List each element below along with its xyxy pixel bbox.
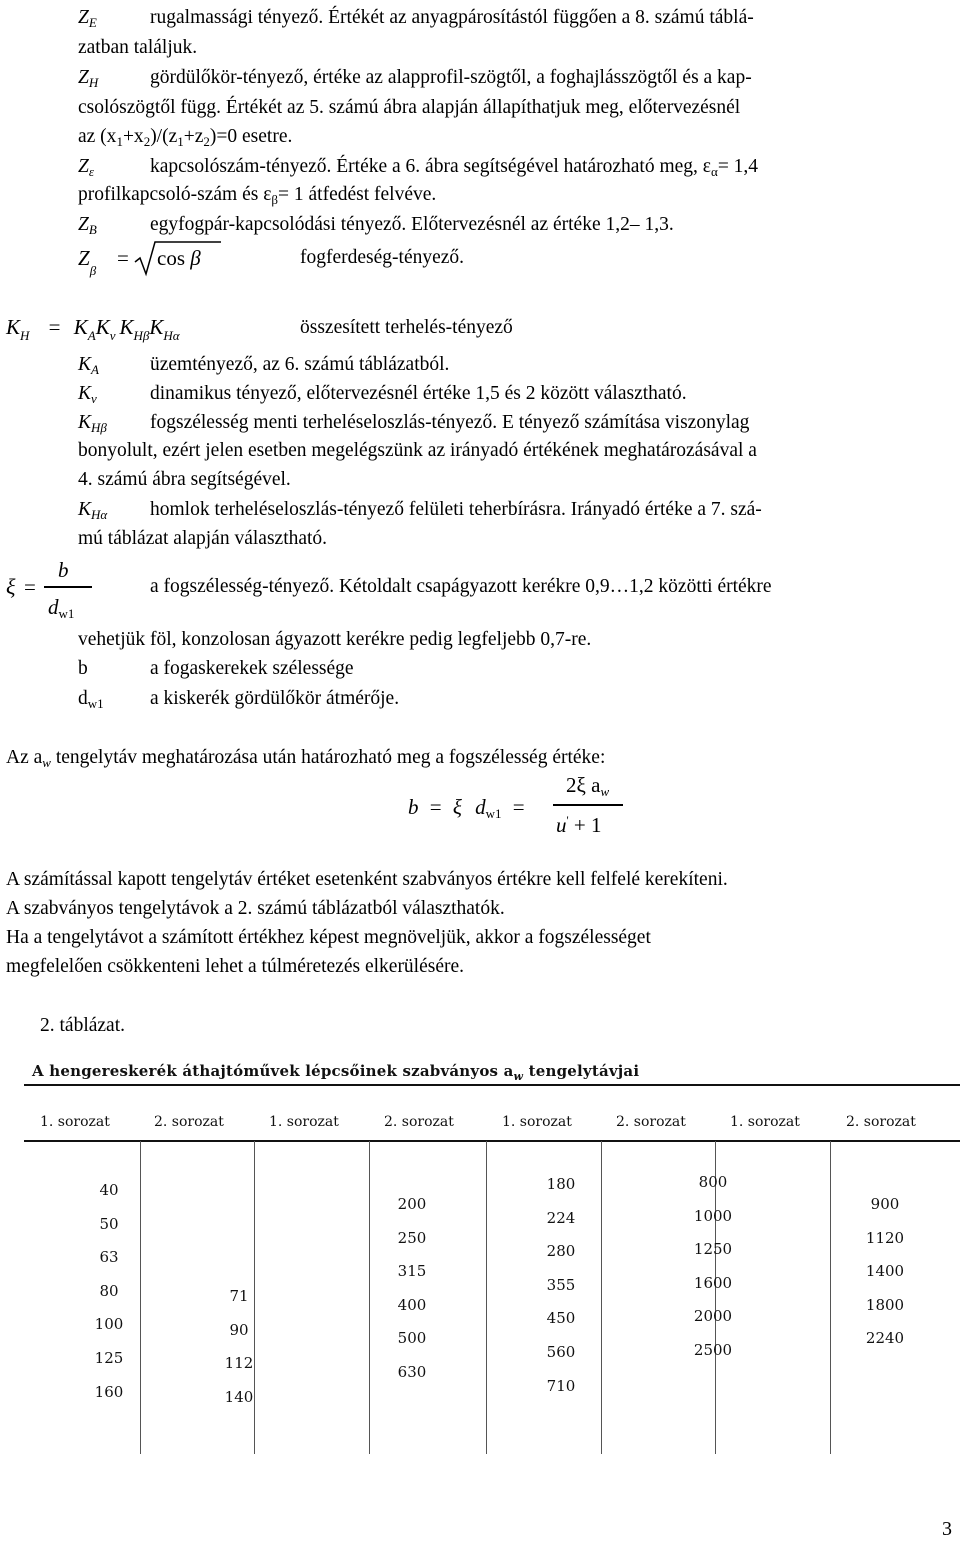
standard-center-distance-table — [24, 1048, 960, 1454]
dw-text: a kiskerék gördülőkör átmérője. — [150, 688, 400, 709]
dw-symbol: $d_{w1}$ — [78, 688, 104, 711]
col7-values — [850, 1188, 920, 1356]
b-formula-denominator: u' + 1 — [556, 813, 602, 837]
kha-symbol: $K_{H\alpha}$ — [78, 499, 108, 522]
header-col3: 1. sorozat — [269, 1114, 339, 1130]
header-col1: 1. sorozat — [40, 1114, 110, 1130]
col2-values — [204, 1280, 274, 1414]
table-cell: 800 — [698, 1173, 728, 1191]
zbeta-lhs: $Z_\beta$ — [78, 246, 97, 278]
table-cell: 630 — [397, 1362, 427, 1381]
table-cell: 200 — [397, 1195, 427, 1213]
paragraph-4: megfelelően csökkenteni lehet a túlméretezés elkerülésére. — [6, 956, 465, 977]
def-zh-cont: csolószögtől függ. Értékét az 5. számú ábra alapján állapíthatjuk meg, előtervezésnél — [78, 97, 741, 118]
table-cell: 1120 — [865, 1228, 905, 1247]
table-cell: 280 — [546, 1242, 576, 1261]
khb-cont-1: bonyolult, ezért jelen esetben megelégszünk az irányadó értékének meghatározásával a — [78, 440, 757, 461]
paragraph-1: A számítással kapott tengelytáv értéket esetenként szabványos értékre kell felfelé kerekíteni. — [6, 869, 728, 890]
table-cell: 1000 — [693, 1206, 733, 1225]
col5-values — [526, 1168, 596, 1403]
table-cell: 90 — [229, 1320, 249, 1339]
col-divider — [486, 1141, 487, 1454]
col6-values — [678, 1166, 748, 1368]
def-ze-cont: zatban találjuk. — [78, 37, 198, 58]
table-cell: 140 — [224, 1387, 254, 1406]
header-col8: 2. sorozat — [846, 1114, 916, 1130]
table-cell: 450 — [546, 1309, 576, 1328]
table-cell: 40 — [99, 1181, 119, 1199]
col1-values — [74, 1174, 144, 1409]
khb-cont-2: 4. számú ábra segítségével. — [78, 469, 291, 490]
def-zeps-cont: profilkapcsoló-szám és $\varepsilon_\beta= 1$ átfedést felvéve. — [78, 184, 437, 207]
zbeta-cos: cos β — [157, 246, 201, 270]
kv-symbol: $K_v$ — [78, 383, 97, 406]
ka-symbol: $K_A$ — [78, 354, 99, 377]
b-formula-numerator: 2ξ aw — [566, 773, 610, 799]
xi-fraction-line — [44, 586, 92, 588]
table-cell: 560 — [546, 1342, 576, 1361]
kha-text: homlok terheléseloszlás-tényező felületi teherbírásra. Irányadó értéke a 7. szá- — [150, 499, 762, 520]
zbeta-desc: fogferdeség-tényező. — [300, 247, 465, 268]
kh-desc: összesített terhelés-tényező — [300, 317, 513, 338]
b-symbol: b — [78, 658, 88, 679]
b-formula-lhs: b = ξ dw1 = — [408, 795, 525, 821]
def-zb-text: egyfogpár-kapcsolódási tényező. Előtervezésnél az értéke 1,2– 1,3. — [150, 214, 674, 235]
def-zb-symbol: $Z_B$ — [78, 214, 97, 237]
def-zeps-symbol: $Z_\varepsilon$ — [78, 156, 94, 179]
table-cell: 400 — [397, 1295, 427, 1314]
table-cell: 710 — [546, 1376, 576, 1395]
table-cell: 250 — [397, 1228, 427, 1247]
col-divider — [830, 1141, 831, 1454]
kha-cont: mú táblázat alapján választható. — [78, 528, 328, 549]
table-cell: 180 — [546, 1175, 576, 1193]
table-header-rule — [24, 1140, 960, 1142]
ka-text: üzemtényező, az 6. számú táblázatból. — [150, 354, 450, 375]
khb-text: fogszélesség menti terheléseloszlás-tényező. E tényező számítása viszonylag — [150, 412, 750, 433]
def-zeps-text: kapcsolószám-tényező. Értéke a 6. ábra segítségével határozható meg, $\varepsilon_\alpha= 1,4$ — [150, 156, 759, 179]
table-caption: 2. táblázat. — [40, 1015, 125, 1036]
table-title: A hengereskerék áthajtóművek lépcsőinek szabványos $a_w$ tengelytávjai — [32, 1062, 640, 1083]
xi-cont: vehetjük föl, konzolosan ágyazott kerékre pedig legfeljebb 0,7-re. — [78, 629, 592, 650]
paragraph-2: A szabványos tengelytávok a 2. számú táblázatból választhatók. — [6, 898, 505, 919]
table-cell: 1600 — [693, 1273, 733, 1292]
table-cell: 224 — [546, 1208, 576, 1227]
zbeta-eq: = — [117, 246, 129, 270]
khb-symbol: $K_{H\beta}$ — [78, 412, 107, 435]
xi-numerator: b — [58, 558, 69, 582]
xi-symbol: ξ — [6, 574, 16, 599]
def-zh-text: gördülőkör-tényező, értéke az alapprofil-szögtől, a foghajlásszögtől és a kap- — [150, 67, 752, 88]
col-divider — [369, 1141, 370, 1454]
table-cell: 71 — [229, 1287, 249, 1305]
kh-formula: $K_H = K_AK_v$ $K_{H\beta}K_{H\alpha}$ — [6, 315, 180, 343]
header-col2: 2. sorozat — [154, 1114, 224, 1130]
page-number: 3 — [942, 1518, 952, 1540]
table-cell: 1400 — [865, 1262, 905, 1281]
table-cell: 80 — [99, 1281, 119, 1300]
table-cell: 2240 — [865, 1329, 905, 1348]
table-cell: 1250 — [693, 1240, 733, 1259]
table-cell: 125 — [94, 1348, 124, 1367]
table-cell: 63 — [99, 1248, 119, 1267]
table-cell: 315 — [397, 1262, 427, 1281]
xi-text: a fogszélesség-tényező. Kétoldalt csapágyazott kerékre 0,9…1,2 közötti értékre — [150, 576, 772, 597]
table-cell: 50 — [99, 1214, 119, 1233]
col-divider — [601, 1141, 602, 1454]
def-ze-symbol: $Z_E$ — [78, 7, 97, 30]
table-cell: 100 — [94, 1315, 124, 1334]
table-cell: 160 — [94, 1382, 124, 1401]
paragraph-3: Ha a tengelytávot a számított értékhez képest megnöveljük, akkor a fogszélességet — [6, 927, 651, 948]
table-cell: 2500 — [693, 1340, 733, 1359]
xi-denominator: dw1 — [48, 595, 75, 621]
table-cell: 2000 — [693, 1307, 733, 1326]
b-formula-fraction-line — [553, 804, 623, 806]
table-cell: 1800 — [865, 1295, 905, 1314]
def-ze-text: rugalmassági tényező. Értékét az anyagpárosítástól függően a 8. számú táblá- — [150, 7, 754, 28]
aw-line: Az $a_w$ tengelytáv meghatározása után határozható meg a fogszélesség értéke: — [6, 747, 606, 770]
xi-eq: = — [24, 575, 36, 599]
kv-text: dinamikus tényező, előtervezésnél értéke 1,5 és 2 között választható. — [150, 383, 687, 404]
def-zh-symbol: $Z_H$ — [78, 67, 99, 90]
col3-values — [377, 1188, 447, 1390]
b-text: a fogaskerekek szélessége — [150, 658, 354, 679]
table-top-rule — [24, 1084, 960, 1086]
table-cell: 355 — [546, 1275, 576, 1294]
header-col5: 1. sorozat — [502, 1114, 572, 1130]
def-zh-condition: az $(x_1+x_2)/(z_1+z_2)=0$ esetre. — [78, 126, 293, 149]
header-col7: 1. sorozat — [730, 1114, 800, 1130]
header-col6: 2. sorozat — [616, 1114, 686, 1130]
table-cell: 900 — [870, 1195, 900, 1213]
header-col4: 2. sorozat — [384, 1114, 454, 1130]
table-cell: 112 — [224, 1354, 254, 1373]
table-cell: 500 — [397, 1329, 427, 1348]
